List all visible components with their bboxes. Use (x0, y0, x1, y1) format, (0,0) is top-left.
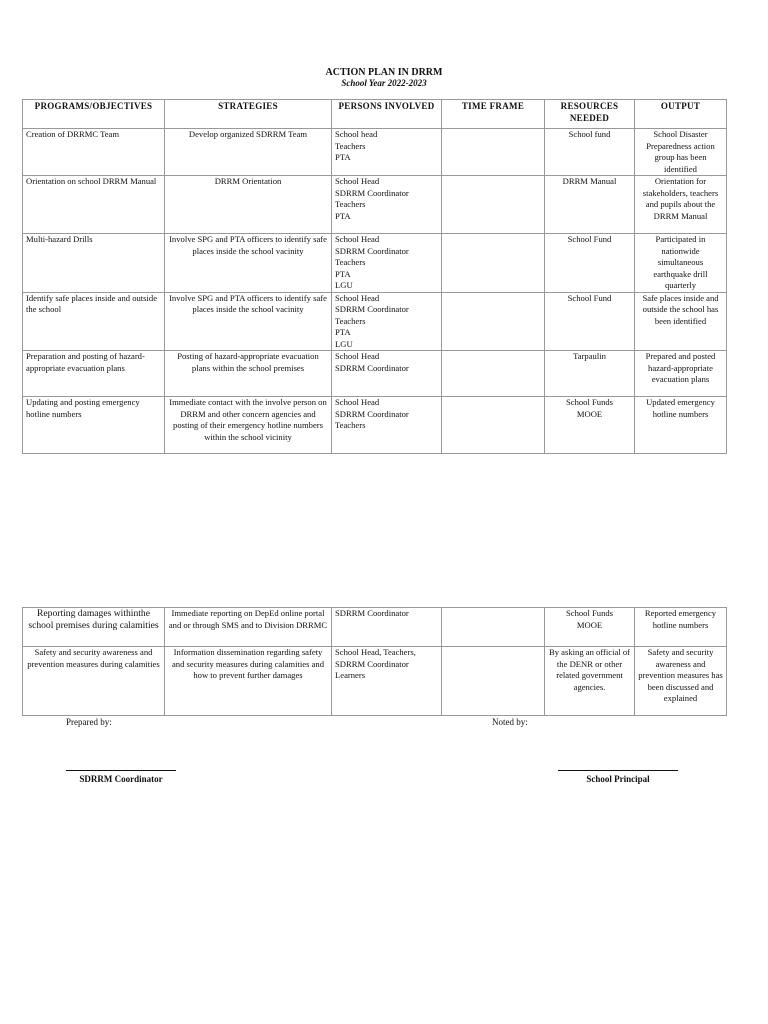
cell-strategy: DRRM Orientation (165, 176, 332, 234)
cell-output: Reported emergency hotline numbers (635, 608, 727, 647)
cell-resources: School Fund (545, 292, 635, 351)
col-strategies: STRATEGIES (165, 100, 332, 129)
noted-role: School Principal (586, 774, 650, 784)
cell-program: Multi-hazard Drills (23, 234, 165, 293)
cell-persons: School Head SDRRM Coordinator Teachers PTA LGU (332, 292, 442, 351)
cell-output: Participated in nationwide simultaneous earthquake drill quarterly (635, 234, 727, 293)
cell-persons: School Head SDRRM Coordinator Teachers (332, 397, 442, 454)
cell-strategy: Involve SPG and PTA officers to identify safe places inside the school vacinity (165, 234, 332, 293)
cell-output: Orientation for stakeholders, teachers and pupils about the DRRM Manual (635, 176, 727, 234)
cell-program: Orientation on school DRRM Manual (23, 176, 165, 234)
prepared-role: SDRRM Coordinator (79, 774, 163, 784)
cell-resources: By asking an official of the DENR or other related government agencies. (545, 647, 635, 716)
table-row (23, 234, 727, 293)
prepared-signature-line (66, 770, 176, 771)
table-row (23, 129, 727, 176)
cell-strategy: Involve SPG and PTA officers to identify safe places inside the school vacinity (165, 292, 332, 351)
cell-output: Prepared and posted hazard-appropriate evacuation plans (635, 351, 727, 397)
col-time-frame: TIME FRAME (442, 100, 545, 129)
action-plan-table-continued (22, 607, 727, 716)
table-row (23, 351, 727, 397)
cell-strategy: Posting of hazard-appropriate evacuation plans within the school premises (165, 351, 332, 397)
cell-persons: School Head SDRRM Coordinator (332, 351, 442, 397)
table-row (23, 292, 727, 351)
cell-output: School Disaster Preparedness action group has been identified (635, 129, 727, 176)
cell-time-frame (442, 292, 545, 351)
cell-time-frame (442, 176, 545, 234)
cell-time-frame (442, 647, 545, 716)
cell-resources: DRRM Manual (545, 176, 635, 234)
col-resources: RESOURCES NEEDED (545, 100, 635, 129)
cell-program: Safety and security awareness and prevention measures during calamities (23, 647, 165, 716)
cell-program: Updating and posting emergency hotline numbers (23, 397, 165, 454)
cell-strategy: Develop organized SDRRM Team (165, 129, 332, 176)
action-plan-table (22, 99, 727, 454)
cell-resources: School Funds MOOE (545, 397, 635, 454)
table-row (23, 397, 727, 454)
cell-program: Preparation and posting of hazard-appropriate evacuation plans (23, 351, 165, 397)
cell-persons: School head Teachers PTA (332, 129, 442, 176)
cell-time-frame (442, 351, 545, 397)
cell-persons: SDRRM Coordinator (332, 608, 442, 647)
cell-time-frame (442, 608, 545, 647)
col-programs: PROGRAMS/OBJECTIVES (23, 100, 165, 129)
cell-time-frame (442, 129, 545, 176)
cell-persons: School Head, Teachers, SDRRM Coordinator Learners (332, 647, 442, 716)
col-persons: PERSONS INVOLVED (332, 100, 442, 129)
school-year: School Year 2022-2023 (341, 78, 427, 88)
noted-by-label: Noted by: (492, 717, 528, 727)
cell-output: Safe places inside and outside the school has been identified (635, 292, 727, 351)
cell-strategy: Immediate contact with the involve person on DRRM and other concern agencies and posting of their emergency hotline numbers within the school vicinity (165, 397, 332, 454)
cell-time-frame (442, 397, 545, 454)
page-title: ACTION PLAN IN DRRM (325, 67, 443, 78)
noted-signature-line (558, 770, 678, 771)
table-row (23, 647, 727, 716)
cell-strategy: Information dissemination regarding safety and security measures during calamities and how to prevent further damages (165, 647, 332, 716)
cell-time-frame (442, 234, 545, 293)
cell-strategy: Immediate reporting on DepEd online portal and or through SMS and to Division DRRMC (165, 608, 332, 647)
cell-resources: School Funds MOOE (545, 608, 635, 647)
table-row (23, 608, 727, 647)
cell-persons: School Head SDRRM Coordinator Teachers PTA LGU (332, 234, 442, 293)
cell-output: Safety and security awareness and prevention measures has been discussed and explained (635, 647, 727, 716)
cell-program: Reporting damages withinthe school premises during calamities (23, 608, 165, 647)
cell-program: Identify safe places inside and outside the school (23, 292, 165, 351)
cell-resources: School fund (545, 129, 635, 176)
prepared-by-label: Prepared by: (66, 717, 112, 727)
cell-output: Updated emergency hotline numbers (635, 397, 727, 454)
table-header-row (23, 100, 727, 129)
col-output: OUTPUT (635, 100, 727, 129)
cell-resources: Tarpaulin (545, 351, 635, 397)
table-row (23, 176, 727, 234)
cell-program: Creation of DRRMC Team (23, 129, 165, 176)
cell-resources: School Fund (545, 234, 635, 293)
cell-persons: School Head SDRRM Coordinator Teachers PTA (332, 176, 442, 234)
